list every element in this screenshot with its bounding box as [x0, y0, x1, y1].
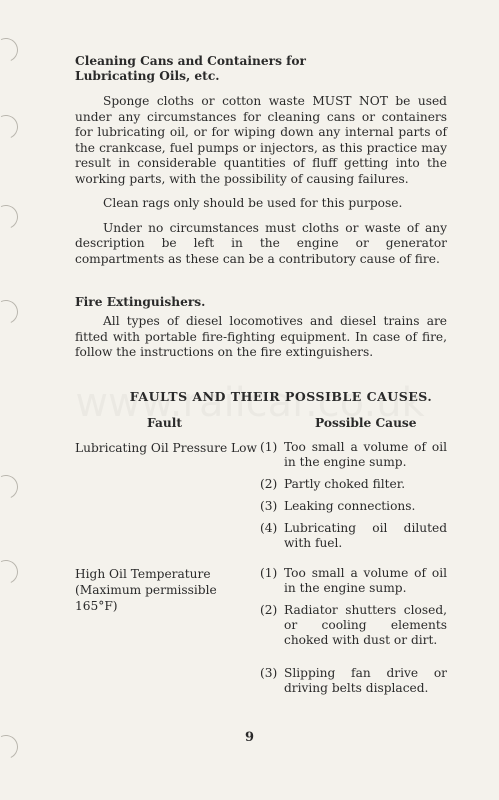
- column-header-fault: Fault: [147, 416, 183, 430]
- cause-list: [260, 566, 447, 703]
- paragraph: All types of diesel locomotives and diesel trains are fitted with portable fire-fighting equipment. In case of fire, follow the instructions on the fire extinguishers.: [75, 314, 447, 359]
- section-title-cleaning: Cleaning Cans and Containers for Lubricating Oils, etc.: [75, 54, 306, 83]
- column-headers: [75, 416, 447, 432]
- paragraph: Clean rags only should be used for this purpose.: [103, 196, 403, 210]
- section-title-fire: Fire Extinguishers.: [75, 295, 206, 309]
- cause-item: (1) Too small a volume of oil in the engine sump.: [260, 439, 447, 469]
- cause-item: (2) Partly choked filter.: [260, 476, 406, 491]
- page-content: [75, 54, 447, 703]
- column-header-cause: Possible Cause: [315, 416, 417, 430]
- paragraph: Under no circumstances must cloths or waste of any description be left in the engine or generator compartments as these can be a contributory cause of fire.: [75, 220, 447, 266]
- cause-item: (2) Radiator shutters closed, or cooling elements choked with dust or dirt.: [260, 602, 447, 647]
- fault-row: [75, 566, 447, 703]
- fault-row: [75, 440, 447, 558]
- cause-item: (4) Lubricating oil diluted with fuel.: [260, 520, 447, 550]
- cause-item: (3) Leaking connections.: [260, 498, 416, 513]
- faults-heading: FAULTS AND THEIR POSSIBLE CAUSES.: [129, 388, 433, 404]
- fault-name: Lubricating Oil Pressure Low: [75, 440, 257, 455]
- cause-item: (3) Slipping fan drive or driving belts displaced.: [260, 665, 447, 695]
- fault-name: High Oil Temperature (Maximum permissible 165°F): [75, 566, 217, 613]
- page-number: 9: [244, 730, 255, 745]
- cause-item: (1) Too small a volume of oil in the engine sump.: [260, 565, 447, 595]
- cause-list: [260, 440, 447, 558]
- paragraph: Sponge cloths or cotton waste MUST NOT be used under any circumstances for cleaning cans or containers for lubricating oil, or for wiping down any internal parts of the crankcase, fuel pumps or injectors, as this practice may result in considerable quantities of fluff getting into the working parts, with the possibility of causing failures.: [75, 94, 447, 186]
